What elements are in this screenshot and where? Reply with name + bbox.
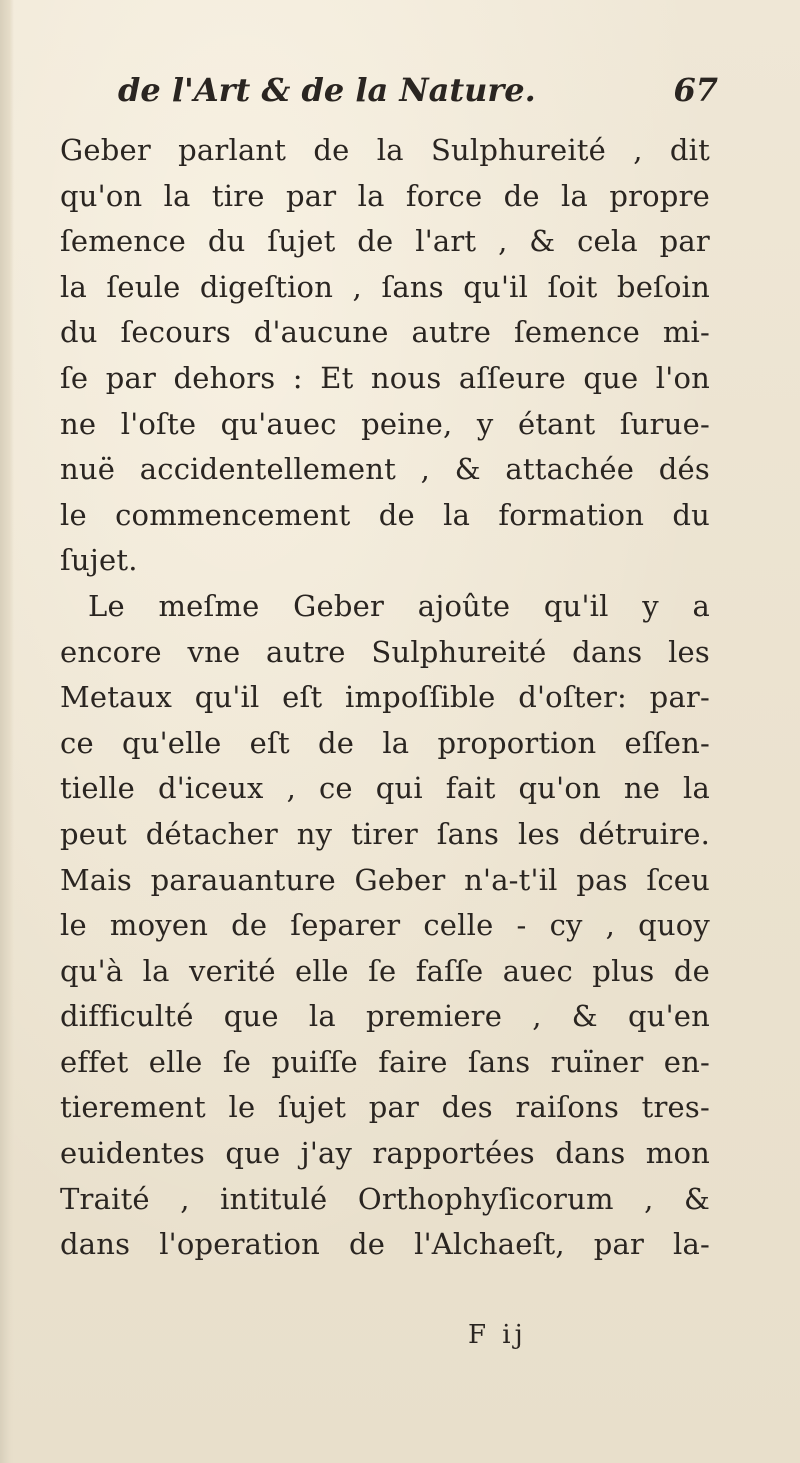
text-line: dans l'operation de l'Alchaeſt, par la- <box>60 1227 710 1262</box>
text-line: ſe par dehors : Et nous aſſeure que l'on <box>60 360 710 395</box>
text-line: effet elle ſe puiſſe faire ſans ruïner en- <box>60 1044 710 1079</box>
text-line: le moyen de ſeparer celle - cy , quoy <box>60 908 710 943</box>
text-line: nuë accidentellement , & attachée dés <box>60 452 710 487</box>
text-line: euidentes que j'ay rapportées dans mon <box>60 1136 710 1171</box>
text-line: le commencement de la formation du <box>60 497 710 532</box>
page-header <box>118 68 718 112</box>
text-line: ſemence du ſujet de l'art , & cela par <box>60 224 710 259</box>
text-line: qu'on la tire par la force de la propre <box>60 178 710 213</box>
text-line: la ſeule digeſtion , ſans qu'il ſoit beſoin <box>60 269 710 304</box>
text-line: Mais parauanture Geber n'a-t'il pas ſceu <box>60 862 710 897</box>
running-title: de l'Art & de la Nature. <box>118 71 536 109</box>
text-line: tierement le ſujet par des raiſons tres- <box>60 1090 710 1125</box>
text-line: Metaux qu'il eſt impoſſible d'oſter: par- <box>60 680 710 715</box>
text-line: encore vne autre Sulphureité dans les <box>60 634 710 669</box>
page-number: 67 <box>673 71 718 109</box>
page-gutter <box>0 0 14 1463</box>
text-line: qu'à la verité elle ſe faſſe auec plus de <box>60 953 710 988</box>
text-line: ce qu'elle eſt de la proportion eſſen- <box>60 725 710 760</box>
text-line: peut détacher ny tirer ſans les détruire. <box>60 816 710 851</box>
text-line: du ſecours d'aucune autre ſemence mi- <box>60 315 710 350</box>
text-line: ſujet. <box>60 543 138 578</box>
text-line: Traité , intitulé Orthophyſicorum , & <box>60 1181 710 1216</box>
signature-mark: F ij <box>468 1320 527 1350</box>
text-line: difficulté que la premiere , & qu'en <box>60 999 710 1034</box>
text-line: ne l'oſte qu'auec peine, y étant ſurue- <box>60 406 710 441</box>
body-text <box>60 128 710 1268</box>
text-line: tielle d'iceux , ce qui fait qu'on ne la <box>60 771 710 806</box>
text-line: Geber parlant de la Sulphureité , dit <box>60 133 710 167</box>
text-line: Le meſme Geber ajoûte qu'il y a <box>88 588 710 623</box>
